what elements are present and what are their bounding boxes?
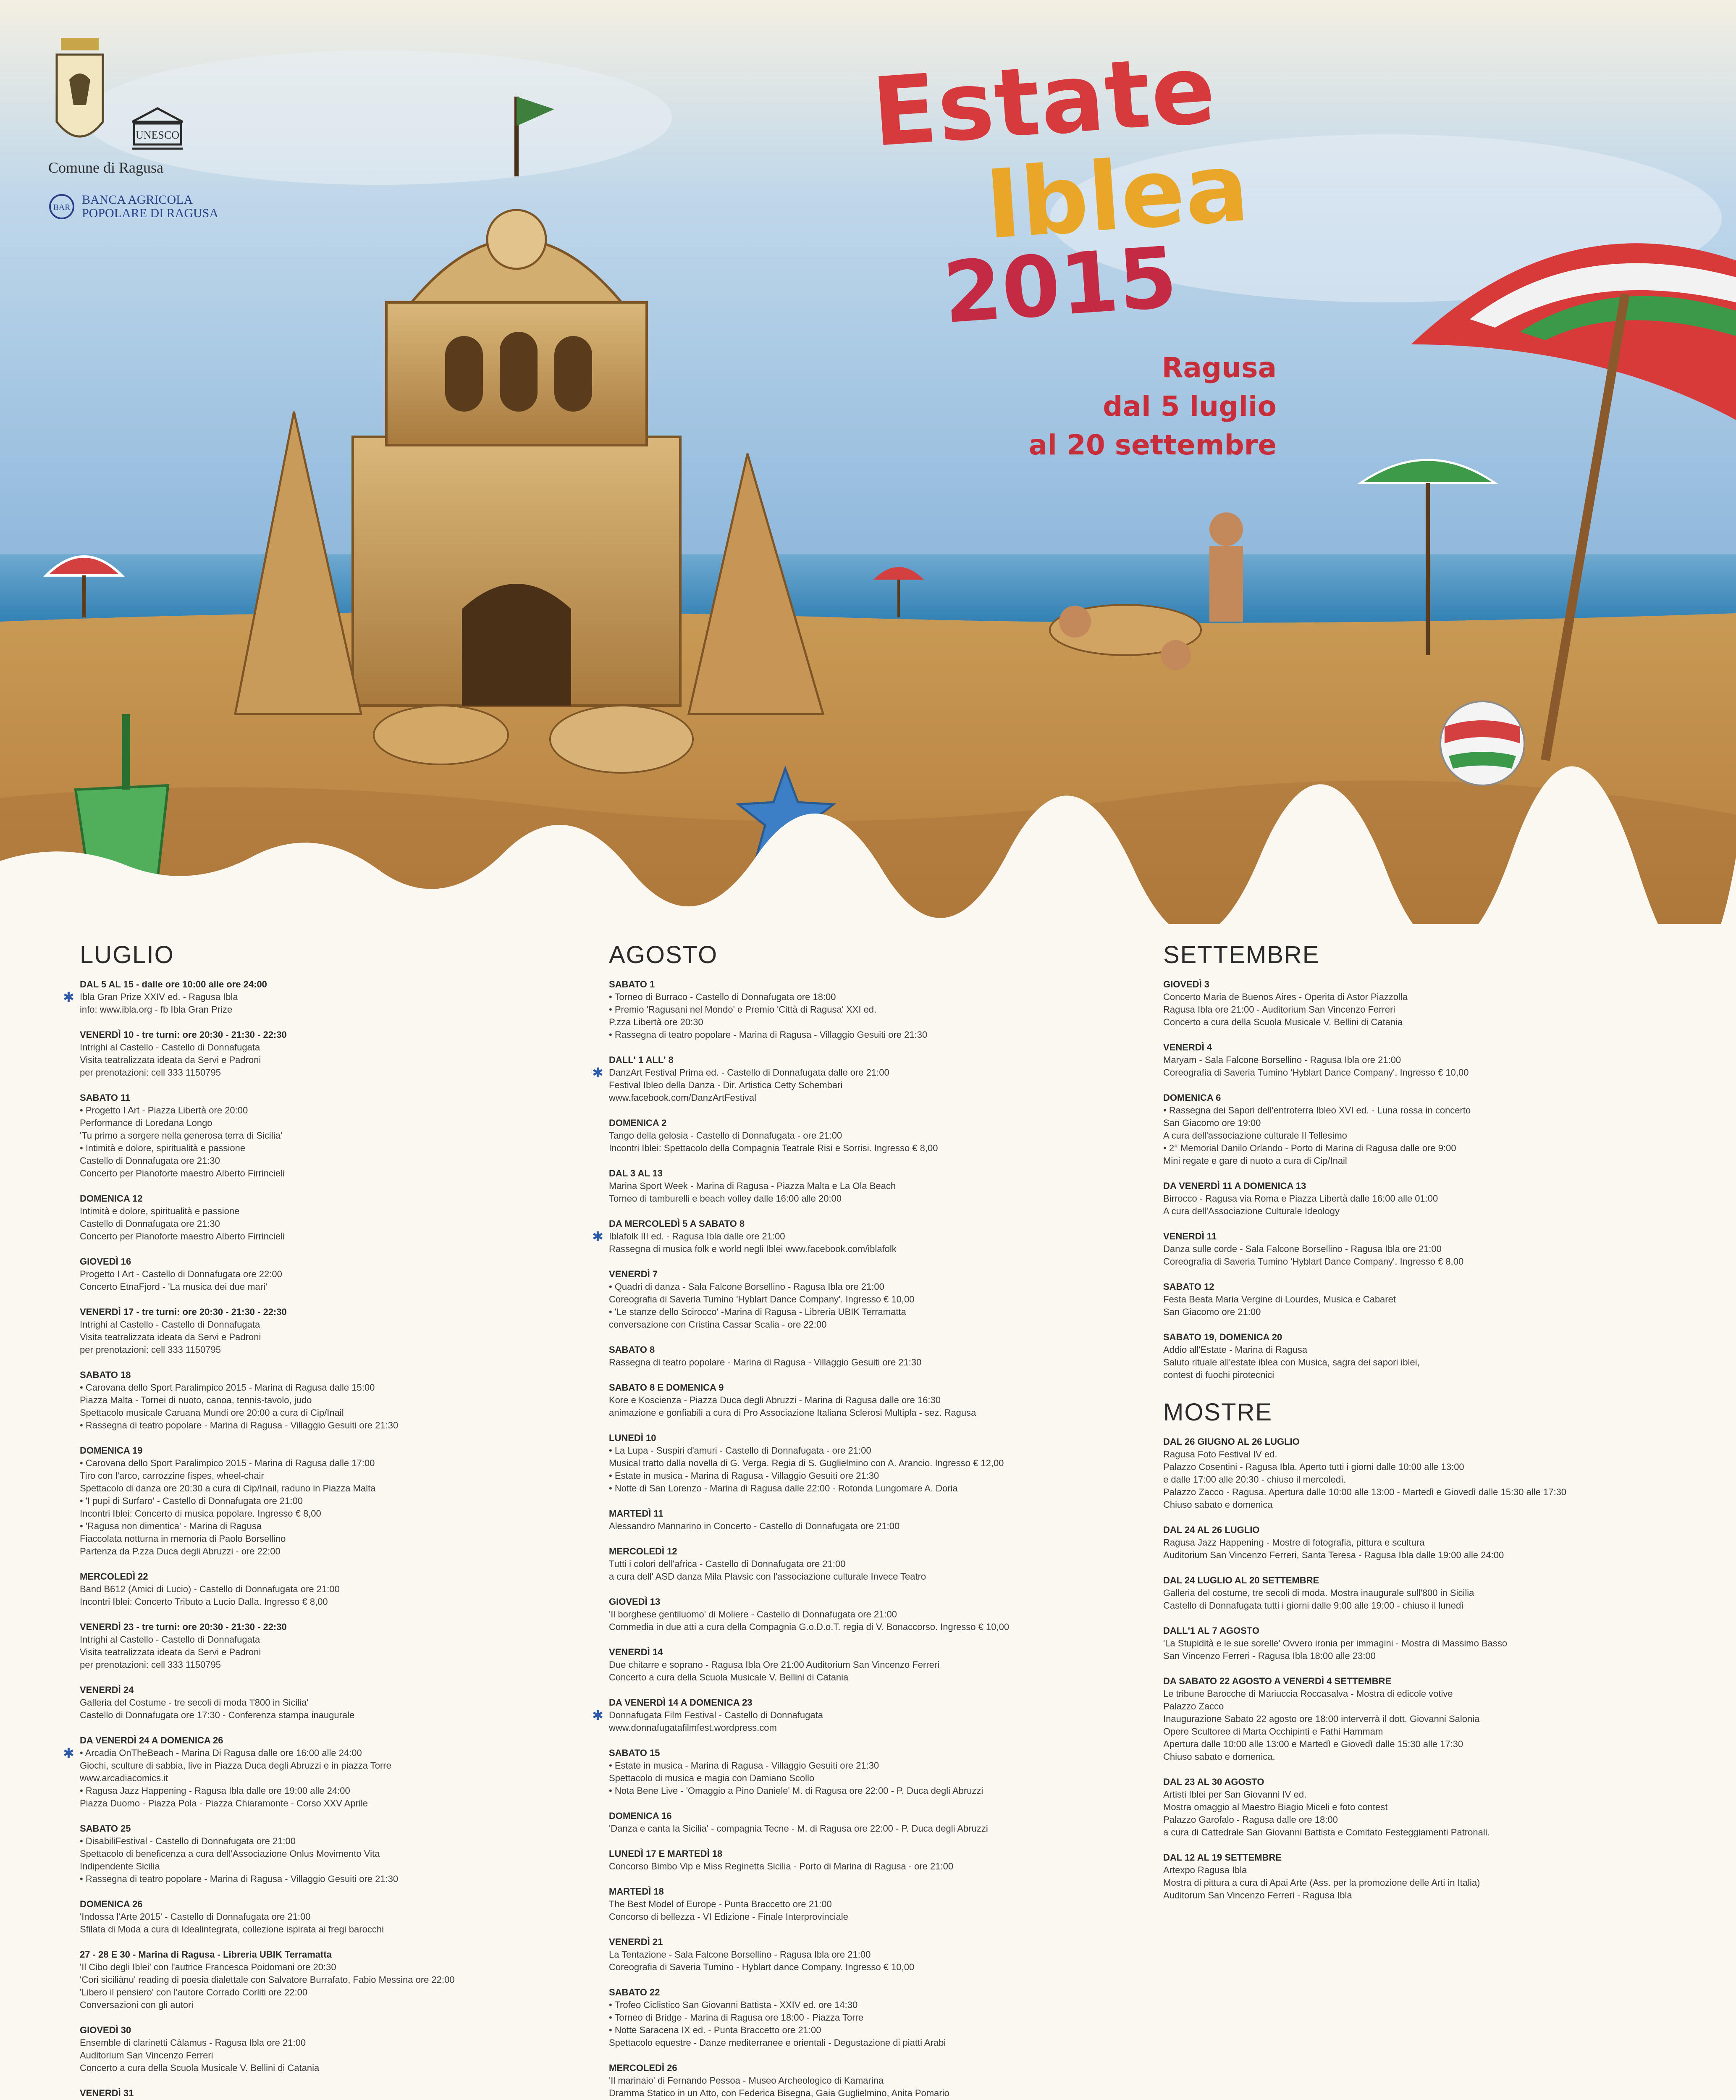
event-detail-line: • Arcadia OnTheBeach - Marina Di Ragusa dalle ore 16:00 alle 24:00 — [80, 1748, 362, 1758]
event-date: DA MERCOLEDÌ 5 A SABATO 8 — [609, 1218, 745, 1229]
event-detail-line: P.zza Libertà ore 20:30 — [609, 1017, 703, 1027]
event-list-settembre — [1163, 978, 1701, 1381]
event-detail-line: Galleria del Costume - tre secoli di moda 'l'800 in Sicilia' — [80, 1697, 309, 1708]
event-detail-line: San Vincenzo Ferreri - Ragusa Ibla 18:00 alle 23:00 — [1163, 1651, 1376, 1661]
event-detail-line: 'Il borghese gentiluomo' di Moliere - Castello di Donnafugata ore 21:00 — [609, 1609, 897, 1620]
event-detail-line: • Carovana dello Sport Paralimpico 2015 - Marina di Ragusa dalle 17:00 — [80, 1458, 375, 1468]
event-detail-line: Galleria del costume, tre secoli di moda. Mostra inaugurale sull'800 in Sicilia — [1163, 1588, 1474, 1598]
event-detail-line: Intrighi al Castello - Castello di Donnafugata — [80, 1042, 260, 1053]
event-detail-line: The Best Model of Europe - Punta Braccetto ore 21:00 — [609, 1899, 832, 1909]
event-detail-line: a cura dell' ASD danza Mila Plavsic con l'associazione culturale Invece Teatro — [609, 1571, 926, 1582]
event-item — [1163, 1625, 1701, 1662]
event-detail-line: Artisti Iblei per San Giovanni IV ed. — [1163, 1789, 1307, 1800]
event-detail-line: Spettacolo di musica e magia con Damiano Scollo — [609, 1773, 815, 1783]
event-detail-line: Danza sulle corde - Sala Falcone Borsellino - Ragusa Ibla ore 21:00 — [1163, 1244, 1442, 1254]
poster-title — [868, 34, 1331, 343]
event-detail-line: Incontri Iblei: Spettacolo della Compagnia Teatrale Risi e Sorrisi. Ingresso € 8,00 — [609, 1143, 938, 1153]
event-item — [609, 1507, 1146, 1533]
event-list-agosto — [592, 978, 1146, 2100]
event-item — [1163, 1230, 1701, 1268]
event-date: DAL 24 LUGLIO AL 20 SETTEMBRE — [1163, 1575, 1319, 1586]
event-detail-line: Concerto a cura della Scuola Musicale V. Bellini di Catania — [80, 2063, 320, 2073]
unesco-icon — [128, 105, 187, 155]
event-detail-line: • Progetto I Art - Piazza Libertà ore 20:00 — [80, 1105, 248, 1116]
event-detail-line: • Rassegna di teatro popolare - Marina di Ragusa - Villaggio Gesuiti ore 21:30 — [80, 1420, 399, 1431]
event-detail-line: contest di fuochi pirotecnici — [1163, 1370, 1274, 1380]
event-detail-line: Visita teatralizzata ideata da Servi e Padroni — [80, 1332, 261, 1342]
event-item — [1163, 978, 1701, 1029]
poster-subtitle — [1025, 349, 1277, 465]
event-date: GIOVEDÌ 30 — [80, 2025, 131, 2035]
event-item — [609, 2062, 1146, 2100]
event-detail-line: Partenza da P.zza Duca degli Abruzzi - ore 22:00 — [80, 1546, 281, 1557]
event-detail-line: Performance di Loredana Longo — [80, 1118, 212, 1128]
event-date: VENERDÌ 4 — [1163, 1042, 1212, 1053]
event-item — [80, 1621, 575, 1671]
event-item — [80, 1255, 575, 1293]
event-date: DA VENERDÌ 14 A DOMENICA 23 — [609, 1697, 753, 1708]
event-detail-line: Concerto EtnaFjord - 'La musica dei due mari' — [80, 1281, 267, 1292]
event-item — [1163, 1574, 1701, 1612]
event-detail-line: Castello di Donnafugata ore 17:30 - Conferenza stampa inaugurale — [80, 1710, 355, 1720]
event-detail-line: Commedia in due atti a cura della Compagnia G.o.D.o.T. regia di V. Bonaccorso. Ingresso € 10,00 — [609, 1622, 1010, 1632]
event-detail-line: A cura dell'Associazione Culturale Ideology — [1163, 1206, 1340, 1216]
event-detail-line: 'Tu primo a sorgere nella generosa terra di Sicilia' — [80, 1130, 283, 1141]
event-detail-line: Spettacolo di beneficenza a cura dell'Associazione Onlus Movimento Vita — [80, 1848, 380, 1859]
event-detail-line: 'Indossa l'Arte 2015' - Castello di Donnafugata ore 21:00 — [80, 1911, 311, 1922]
event-item — [1163, 1675, 1701, 1763]
event-date: GIOVEDÌ 13 — [609, 1596, 661, 1607]
event-detail-line: Ragusa Foto Festival IV ed. — [1163, 1449, 1277, 1460]
event-item — [609, 1117, 1146, 1155]
event-item — [609, 1381, 1146, 1419]
event-date: VENERDÌ 31 — [80, 2088, 134, 2098]
bank-logo-icon — [48, 193, 75, 220]
event-detail-line: Palazzo Zacco — [1163, 1701, 1224, 1712]
event-detail-line: • Intimità e dolore, spiritualità e passione — [80, 1143, 246, 1153]
event-detail-line: Dramma Statico in un Atto, con Federica Bisegna, Gaia Guglielmino, Anita Pomario — [609, 2088, 949, 2098]
event-detail-line: Castello di Donnafugata tutti i giorni dalle 9:00 alle 19:00 - chiuso il lunedì — [1163, 1600, 1464, 1611]
event-detail-line: Saluto rituale all'estate iblea con Musica, sagra dei sapori iblei, — [1163, 1357, 1420, 1368]
event-detail-line: Mostra di pittura a cura di Apai Arte (Ass. per la promozione delle Arti in Italia) — [1163, 1877, 1480, 1888]
bank-name-line1: BANCA AGRICOLA — [82, 193, 193, 207]
event-date: DAL 5 AL 15 - dalle ore 10:00 alle ore 24:00 — [80, 979, 267, 990]
event-detail-line: Alessandro Mannarino in Concerto - Castello di Donnafugata ore 21:00 — [609, 1521, 900, 1531]
comune-name: Comune di Ragusa — [48, 159, 163, 176]
event-item — [609, 1986, 1146, 2049]
event-item — [80, 1444, 575, 1558]
event-detail-line: Addio all'Estate - Marina di Ragusa — [1163, 1344, 1307, 1355]
event-date: VENERDÌ 10 - tre turni: ore 20:30 - 21:30 - 22:30 — [80, 1029, 287, 1040]
event-detail-line: • Notte Saracena IX ed. - Punta Braccetto ore 21:00 — [609, 2025, 821, 2035]
event-date: LUNEDÌ 17 E MARTEDÌ 18 — [609, 1848, 723, 1859]
event-detail-line: Spettacolo equestre - Danze mediterranee e orientali - Degustazione di piatti Arabi — [609, 2037, 946, 2048]
event-detail-line: Concerto Maria de Buenos Aires - Operita di Astor Piazzolla — [1163, 992, 1408, 1002]
column-settembre — [1163, 941, 1701, 1914]
event-detail-line: Ibla Gran Prize XXIV ed. - Ragusa Ibla — [80, 992, 238, 1002]
event-detail-line: Tango della gelosia - Castello di Donnafugata - ore 21:00 — [609, 1130, 842, 1141]
event-detail-line: Festa Beata Maria Vergine di Lourdes, Musica e Cabaret — [1163, 1294, 1396, 1305]
month-title-luglio: LUGLIO — [80, 941, 174, 969]
event-detail-line: Mini regate e gare di nuoto a cura di Cip/Inail — [1163, 1155, 1347, 1166]
event-detail-line: Marina Sport Week - Marina di Ragusa - Piazza Malta e La Ola Beach — [609, 1181, 896, 1191]
event-detail-line: Tiro con l'arco, carrozzine fispes, wheel-chair — [80, 1470, 264, 1481]
event-detail-line: Visita teatralizzata ideata da Servi e Padroni — [80, 1647, 261, 1657]
column-luglio — [63, 941, 575, 2100]
event-detail-line: Band B612 (Amici di Lucio) - Castello di Donnafugata ore 21:00 — [80, 1584, 340, 1594]
event-detail-line: • Trofeo Ciclistico San Giovanni Battista - XXIV ed. ore 14:30 — [609, 2000, 858, 2010]
event-date: SABATO 8 — [609, 1344, 655, 1355]
event-date: SABATO 8 E DOMENICA 9 — [609, 1382, 724, 1393]
event-detail-line: www.donnafugatafilmfest.wordpress.com — [609, 1722, 777, 1733]
event-detail-line: Piazza Duomo - Piazza Pola - Piazza Chiaramonte - Corso XXV Aprile — [80, 1798, 368, 1809]
event-item — [1163, 1041, 1701, 1079]
event-item — [63, 1734, 575, 1810]
event-item — [609, 1646, 1146, 1684]
event-detail-line: Intrighi al Castello - Castello di Donnafugata — [80, 1634, 260, 1645]
event-detail-line: San Giacomo ore 21:00 — [1163, 1307, 1261, 1317]
title-line1: Estate — [868, 34, 1219, 168]
event-detail-line: 'Il Cibo degli Iblei' con l'autrice Francesca Poidomani ore 20:30 — [80, 1962, 336, 1972]
event-date: DAL 3 AL 13 — [609, 1168, 663, 1179]
svg-text:UNESCO: UNESCO — [135, 129, 180, 141]
event-date: DALL'1 AL 7 AGOSTO — [1163, 1625, 1259, 1636]
event-detail-line: Kore e Koscienza - Piazza Duca degli Abruzzi - Marina di Ragusa dalle ore 16:30 — [609, 1395, 941, 1405]
event-detail-line: • 'I pupi di Surfaro' - Castello di Donnafugata ore 21:00 — [80, 1496, 303, 1506]
event-detail-line: Concerto per Pianoforte maestro Alberto Firrincieli — [80, 1231, 285, 1242]
bank-name-line2: POPOLARE DI RAGUSA — [82, 206, 219, 220]
event-detail-line: Coreografia di Saveria Tumino 'Hyblart Dance Company'. Ingresso € 8,00 — [1163, 1256, 1464, 1267]
subtitle-from: dal 5 luglio — [1103, 390, 1277, 423]
event-detail-line: Donnafugata Film Festival - Castello di Donnafugata — [609, 1710, 823, 1720]
event-detail-line: conversazione con Cristina Cassar Scalia - ore 22:00 — [609, 1319, 827, 1330]
event-detail-line: • DisabiliFestival - Castello di Donnafugata ore 21:00 — [80, 1836, 296, 1846]
event-item — [609, 1747, 1146, 1797]
event-detail-line: Torneo di tamburelli e beach volley dalle 16:00 alle 20:00 — [609, 1193, 842, 1204]
event-item — [609, 1432, 1146, 1495]
event-detail-line: Rassegna di teatro popolare - Marina di Ragusa - Villaggio Gesuiti ore 21:30 — [609, 1357, 922, 1368]
highlight-star-icon: ✱ — [63, 990, 74, 1005]
event-date: DA VENERDÌ 24 A DOMENICA 26 — [80, 1735, 223, 1746]
highlight-star-icon: ✱ — [63, 1746, 74, 1761]
event-detail-line: • Torneo di Bridge - Marina di Ragusa ore 18:00 - Piazza Torre — [609, 2012, 864, 2023]
event-item — [80, 1822, 575, 1885]
event-date: DOMENICA 12 — [80, 1193, 143, 1204]
svg-text:BAR: BAR — [53, 203, 71, 212]
event-detail-line: Visita teatralizzata ideata da Servi e Padroni — [80, 1055, 261, 1065]
event-detail-line: Coreografia di Saveria Tumino 'Hyblart Dance Company'. Ingresso € 10,00 — [609, 1294, 915, 1305]
event-detail-line: Mostra omaggio al Maestro Biagio Miceli e foto contest — [1163, 1802, 1388, 1812]
event-date: SABATO 19, DOMENICA 20 — [1163, 1332, 1282, 1342]
event-detail-line: Musical tratto dalla novella di G. Verga. Regia di S. Guglielmino con A. Arancio. Ingresso € 12,00 — [609, 1458, 1004, 1468]
event-detail-line: A cura dell'associazione culturale Il Tellesimo — [1163, 1130, 1347, 1141]
event-date: SABATO 11 — [80, 1092, 131, 1103]
event-date: GIOVEDÌ 3 — [1163, 979, 1210, 990]
logo-block — [48, 29, 283, 220]
event-detail-line: • Estate in musica - Marina di Ragusa - Villaggio Gesuiti ore 21:30 — [609, 1470, 879, 1481]
event-detail-line: Concorso Bimbo Vip e Miss Reginetta Sicilia - Porto di Marina di Ragusa - ore 21:00 — [609, 1861, 954, 1872]
event-list-luglio — [63, 978, 575, 2100]
event-detail-line: 'La Stupidità e le sue sorelle' Ovvero ironia per immagini - Mostra di Massimo Basso — [1163, 1638, 1508, 1648]
event-item — [80, 2024, 575, 2074]
event-date: 27 - 28 E 30 - Marina di Ragusa - Libreria UBIK Terramatta — [80, 1949, 332, 1960]
event-detail-line: Artexpo Ragusa Ibla — [1163, 1865, 1247, 1875]
event-detail-line: • Torneo di Burraco - Castello di Donnafugata ore 18:00 — [609, 992, 836, 1002]
event-date: SABATO 25 — [80, 1823, 131, 1834]
event-detail-line: Auditorium San Vincenzo Ferreri — [80, 2050, 213, 2061]
event-detail-line: • Premio 'Ragusani nel Mondo' e Premio 'Città di Ragusa' XXI ed. — [609, 1004, 877, 1015]
event-detail-line: • 'Le stanze dello Scirocco' -Marina di Ragusa - Libreria UBIK Terramatta — [609, 1307, 906, 1317]
event-item — [1163, 1331, 1701, 1381]
event-item — [592, 1218, 1146, 1255]
event-detail-line: Concerto a cura della Scuola Musicale V. Bellini di Catania — [609, 1672, 849, 1683]
event-item — [609, 1848, 1146, 1873]
event-detail-line: Incontri Iblei: Concerto Tributo a Lucio Dalla. Ingresso € 8,00 — [80, 1596, 328, 1607]
event-item — [80, 1684, 575, 1722]
event-detail-line: Le tribune Barocche di Mariuccia Roccasalva - Mostra di edicole votive — [1163, 1688, 1453, 1699]
event-detail-line: • Rassegna dei Sapori dell'entroterra Ibleo XVI ed. - Luna rossa in concerto — [1163, 1105, 1471, 1116]
event-date: LUNEDÌ 10 — [609, 1433, 656, 1443]
event-detail-line: Coreografia di Saveria Tumino - Hyblart dance Company. Ingresso € 10,00 — [609, 1962, 915, 1972]
event-detail-line: Rassegna di musica folk e world negli Iblei www.facebook.com/iblafolk — [609, 1244, 897, 1254]
event-detail-line: Concorso di bellezza - VI Edizione - Finale Interprovinciale — [609, 1911, 848, 1922]
event-detail-line: • Notte di San Lorenzo - Marina di Ragusa dalle 22:00 - Rotonda Lungomare A. Doria — [609, 1483, 958, 1494]
event-date: SABATO 1 — [609, 979, 655, 990]
event-date: DOMENICA 16 — [609, 1811, 672, 1821]
event-detail-line: Chiuso sabato e domenica. — [1163, 1751, 1275, 1762]
event-date: DAL 24 AL 26 LUGLIO — [1163, 1525, 1260, 1535]
event-detail-line: Chiuso sabato e domenica — [1163, 1499, 1273, 1510]
event-detail-line: Progetto I Art - Castello di Donnafugata ore 22:00 — [80, 1269, 282, 1279]
event-item — [609, 1936, 1146, 1974]
event-date: DAL 12 AL 19 SETTEMBRE — [1163, 1852, 1282, 1863]
event-item — [80, 1948, 575, 2011]
comune-crest-icon — [48, 29, 111, 155]
event-detail-line: Opere Scultoree di Marta Occhipinti e Fathi Hammam — [1163, 1726, 1383, 1737]
month-title-mostre: MOSTRE — [1163, 1399, 1273, 1426]
event-detail-line: Fiaccolata notturna in memoria di Paolo Borsellino — [80, 1533, 286, 1544]
event-date: MARTEDÌ 11 — [609, 1508, 663, 1519]
event-detail-line: www.arcadiacomics.it — [80, 1773, 168, 1783]
event-detail-line: www.facebook.com/DanzArtFestival — [609, 1092, 756, 1103]
event-detail-line: Ragusa Jazz Happening - Mostre di fotografia, pittura e scultura — [1163, 1537, 1425, 1548]
event-detail-line: Ensemble di clarinetti Càlamus - Ragusa Ibla ore 21:00 — [80, 2037, 306, 2048]
event-detail-line: Intrighi al Castello - Castello di Donnafugata — [80, 1319, 260, 1330]
subtitle-city: Ragusa — [1162, 352, 1277, 384]
event-detail-line: 'Libero il pensiero' con l'autore Corrado Corliti ore 22:00 — [80, 1987, 308, 1998]
event-item — [80, 1092, 575, 1180]
event-item — [1163, 1776, 1701, 1839]
event-date: SABATO 15 — [609, 1748, 660, 1758]
event-date: SABATO 22 — [609, 1987, 660, 1998]
event-detail-line: • Rassegna di teatro popolare - Marina di Ragusa - Villaggio Gesuiti ore 21:30 — [80, 1874, 399, 1884]
event-date: SABATO 18 — [80, 1370, 131, 1380]
event-detail-line: Festival Ibleo della Danza - Dir. Artistica Cetty Schembari — [609, 1080, 843, 1090]
event-date: DOMENICA 2 — [609, 1118, 667, 1128]
event-detail-line: Ragusa Ibla ore 21:00 - Auditorium San Vincenzo Ferreri — [1163, 1004, 1395, 1015]
event-date: DAL 26 GIUGNO AL 26 LUGLIO — [1163, 1436, 1300, 1447]
event-detail-line: Palazzo Garofalo - Ragusa dalle ore 18:00 — [1163, 1814, 1338, 1825]
event-detail-line: 'Il marinaio' di Fernando Pessoa - Museo Archeologico di Kamarina — [609, 2075, 884, 2086]
event-item — [609, 1545, 1146, 1583]
event-item — [1163, 1851, 1701, 1902]
event-item — [80, 1570, 575, 1608]
event-item — [80, 1029, 575, 1079]
event-detail-line: 'Danza e canta la Sicilia' - compagnia Tecne - M. di Ragusa ore 22:00 - P. Duca degli Abruzzi — [609, 1823, 988, 1834]
event-item — [609, 1810, 1146, 1835]
event-date: DOMENICA 19 — [80, 1445, 143, 1456]
event-detail-line: Incontri Iblei: Concerto di musica popolare. Ingresso € 8,00 — [80, 1508, 321, 1519]
event-detail-line: DanzArt Festival Prima ed. - Castello di Donnafugata dalle ore 21:00 — [609, 1067, 889, 1078]
event-detail-line: • Nota Bene Live - 'Omaggio a Pino Daniele' M. di Ragusa ore 22:00 - P. Duca degli Abruzzi — [609, 1785, 983, 1796]
subtitle-to: al 20 settembre — [1028, 429, 1277, 461]
event-detail-line: 'Cori siciliànu' reading di poesia dialettale con Salvatore Burrafato, Fabio Messina ore 22:00 — [80, 1974, 455, 1985]
event-date: DA VENERDÌ 11 A DOMENICA 13 — [1163, 1181, 1306, 1191]
event-item — [1163, 1180, 1701, 1218]
event-detail-line: Spettacolo musicale Caruana Mundi ore 20:00 a cura di Cip/Inail — [80, 1407, 344, 1418]
event-date: GIOVEDÌ 16 — [80, 1256, 131, 1267]
event-item — [609, 1167, 1146, 1205]
bank-logo-block — [48, 193, 283, 220]
event-item — [80, 2087, 575, 2100]
event-detail-line: Intimità e dolore, spiritualità e passione — [80, 1206, 240, 1216]
event-detail-line: Birrocco - Ragusa via Roma e Piazza Libertà dalle 16:00 alle 01:00 — [1163, 1193, 1438, 1204]
event-detail-line: Piazza Malta - Tornei di nuoto, canoa, tennis-tavolo, judo — [80, 1395, 312, 1405]
event-detail-line: info: www.ibla.org - fb Ibla Gran Prize — [80, 1004, 233, 1015]
event-detail-line: e dalle 17:00 alle 20:30 - chiuso il mercoledì. — [1163, 1474, 1346, 1485]
event-detail-line: Maryam - Sala Falcone Borsellino - Ragusa Ibla ore 21:00 — [1163, 1055, 1401, 1065]
event-detail-line: Castello di Donnafugata ore 21:30 — [80, 1155, 220, 1166]
event-item — [63, 978, 575, 1016]
event-date: VENERDÌ 17 - tre turni: ore 20:30 - 21:30 - 22:30 — [80, 1307, 287, 1317]
event-date: MARTEDÌ 18 — [609, 1886, 664, 1897]
event-item — [592, 1696, 1146, 1734]
event-detail-line: Indipendente Sicilia — [80, 1861, 160, 1872]
month-title-settembre: SETTEMBRE — [1163, 941, 1320, 969]
event-detail-line: Inaugurazione Sabato 22 agosto ore 18:00 interverrà il dott. Giovanni Salonia — [1163, 1714, 1480, 1724]
event-date: VENERDÌ 24 — [80, 1685, 134, 1695]
event-item — [80, 1192, 575, 1243]
event-date: MERCOLEDÌ 26 — [609, 2063, 677, 2073]
event-detail-line: per prenotazioni: cell 333 1150795 — [80, 1067, 221, 1078]
event-date: SABATO 12 — [1163, 1281, 1214, 1292]
beach-ball-icon — [1440, 701, 1524, 785]
event-detail-line: Auditorium San Vincenzo Ferreri, Santa Teresa - Ragusa Ibla dalle 19:00 alle 24:00 — [1163, 1550, 1504, 1560]
event-detail-line: Iblafolk III ed. - Ragusa Ibla dalle ore 21:00 — [609, 1231, 785, 1242]
event-item — [592, 1054, 1146, 1104]
event-item — [609, 1885, 1146, 1923]
event-detail-line: Due chitarre e soprano - Ragusa Ibla Ore 21:00 Auditorium San Vincenzo Ferreri — [609, 1659, 940, 1670]
event-detail-line: La Tentazione - Sala Falcone Borsellino - Ragusa Ibla ore 21:00 — [609, 1949, 871, 1960]
event-detail-line: Coreografia di Saveria Tumino 'Hyblart Dance Company'. Ingresso € 10,00 — [1163, 1067, 1469, 1078]
event-detail-line: • Ragusa Jazz Happening - Ragusa Ibla dalle ore 19:00 alle 24:00 — [80, 1785, 350, 1796]
event-item — [609, 1268, 1146, 1331]
event-detail-line: Castello di Donnafugata ore 21:30 — [80, 1218, 220, 1229]
event-detail-line: • 2° Memorial Danilo Orlando - Porto di Marina di Ragusa dalle ore 9:00 — [1163, 1143, 1456, 1153]
event-item — [1163, 1281, 1701, 1318]
event-item — [1163, 1092, 1701, 1167]
highlight-star-icon: ✱ — [592, 1708, 603, 1723]
event-detail-line: • Quadri di danza - Sala Falcone Borsellino - Ragusa Ibla ore 21:00 — [609, 1281, 884, 1292]
event-detail-line: Conversazioni con gli autori — [80, 2000, 194, 2010]
event-detail-line: • Carovana dello Sport Paralimpico 2015 - Marina di Ragusa dalle 15:00 — [80, 1382, 375, 1393]
event-item — [1163, 1524, 1701, 1562]
event-date: DALL' 1 ALL' 8 — [609, 1055, 674, 1065]
highlight-star-icon: ✱ — [592, 1065, 603, 1080]
event-list-mostre — [1163, 1436, 1701, 1902]
event-item — [80, 1898, 575, 1936]
event-date: DOMENICA 26 — [80, 1899, 143, 1909]
event-date: DOMENICA 6 — [1163, 1092, 1221, 1103]
event-detail-line: • Rassegna di teatro popolare - Marina di Ragusa - Villaggio Gesuiti ore 21:30 — [609, 1029, 928, 1040]
event-detail-line: Tutti i colori dell'africa - Castello di Donnafugata ore 21:00 — [609, 1559, 846, 1569]
event-detail-line: • Estate in musica - Marina di Ragusa - Villaggio Gesuiti ore 21:30 — [609, 1760, 879, 1771]
event-date: MERCOLEDÌ 12 — [609, 1546, 677, 1557]
event-detail-line: Apertura dalle 10:00 alle 13:00 e Martedì e Giovedì dalle 15:30 alle 17:30 — [1163, 1739, 1463, 1749]
event-detail-line: San Giacomo ore 19:00 — [1163, 1118, 1261, 1128]
event-date: DAL 23 AL 30 AGOSTO — [1163, 1777, 1264, 1787]
event-detail-line: animazione e gonfiabili a cura di Pro Associazione Italiana Sclerosi Multipla - sez. Ragusa — [609, 1407, 976, 1418]
event-date: DA SABATO 22 AGOSTO A VENERDÌ 4 SETTEMBRE — [1163, 1676, 1392, 1686]
event-date: VENERDÌ 7 — [609, 1269, 658, 1279]
event-date: VENERDÌ 14 — [609, 1647, 663, 1657]
event-detail-line: Concerto per Pianoforte maestro Alberto Firrincieli — [80, 1168, 285, 1179]
event-item — [1163, 1436, 1701, 1511]
event-date: VENERDÌ 23 - tre turni: ore 20:30 - 21:30 - 22:30 — [80, 1622, 287, 1632]
bank-name — [82, 193, 218, 220]
event-detail-line: Sfilata di Moda a cura di Idealintegrata, collezione ispirata ai fregi barocchi — [80, 1924, 384, 1935]
event-detail-line: Palazzo Cosentini - Ragusa Ibla. Aperto tutti i giorni dalle 10:00 alle 13:00 — [1163, 1462, 1464, 1472]
event-item — [609, 978, 1146, 1041]
event-item — [609, 1344, 1146, 1369]
event-detail-line: Spettacolo di danza ore 20:30 a cura di Cip/Inail, raduno in Piazza Malta — [80, 1483, 376, 1494]
column-agosto — [592, 941, 1146, 2100]
month-title-agosto: AGOSTO — [609, 941, 718, 969]
event-date: VENERDÌ 11 — [1163, 1231, 1217, 1242]
event-detail-line: • La Lupa - Suspiri d'amuri - Castello di Donnafugata - ore 21:00 — [609, 1445, 871, 1456]
event-date: VENERDÌ 21 — [609, 1937, 663, 1947]
event-detail-line: per prenotazioni: cell 333 1150795 — [80, 1344, 221, 1355]
event-detail-line: Concerto a cura della Scuola Musicale V. Bellini di Catania — [1163, 1017, 1403, 1027]
event-detail-line: • 'Ragusa non dimentica' - Marina di Ragusa — [80, 1521, 262, 1531]
highlight-star-icon: ✱ — [592, 1229, 603, 1244]
event-item — [609, 1596, 1146, 1633]
title-year: 2015 — [940, 228, 1180, 343]
title-line2: Iblea — [982, 132, 1252, 261]
event-item — [80, 1369, 575, 1432]
event-detail-line: a cura di Cattedrale San Giovanni Battista e Comitato Festeggiamenti Patronali. — [1163, 1827, 1490, 1838]
event-detail-line: Palazzo Zacco - Ragusa. Apertura dalle 10:00 alle 13:00 - Martedì e Giovedì dalle 15:30 alle 17:30 — [1163, 1487, 1567, 1497]
event-detail-line: Auditorum San Vincenzo Ferreri - Ragusa Ibla — [1163, 1890, 1352, 1900]
event-date: MERCOLEDÌ 22 — [80, 1571, 148, 1582]
event-item — [80, 1306, 575, 1356]
event-detail-line: per prenotazioni: cell 333 1150795 — [80, 1659, 221, 1670]
event-detail-line: Giochi, sculture di sabbia, live in Piazza Duca degli Abruzzi e in piazza Torre — [80, 1760, 391, 1771]
